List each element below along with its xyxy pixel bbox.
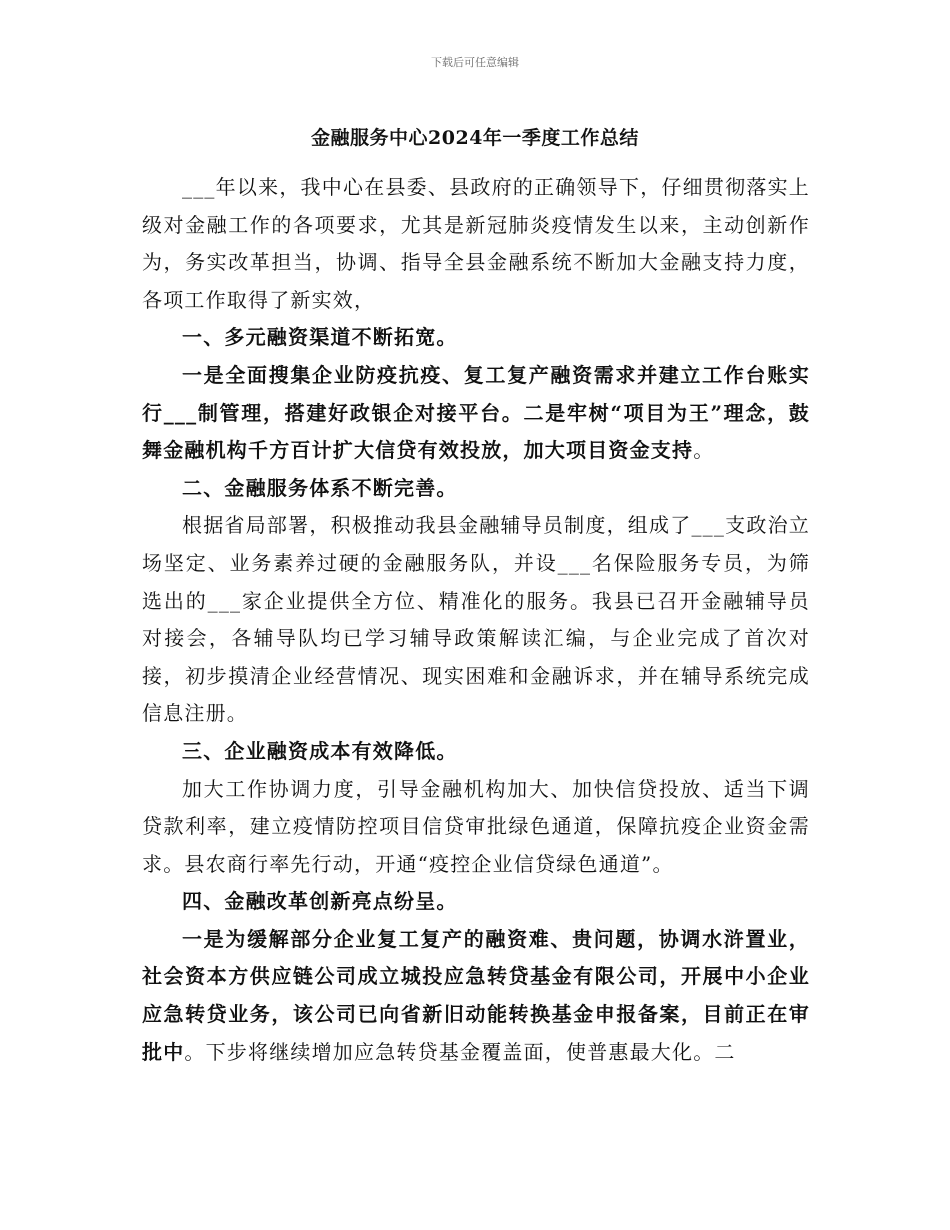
- document-body: [142, 169, 810, 1071]
- section-3-paragraph: 加大工作协调力度，引导金融机构加大、加快信贷投放、适当下调贷款利率，建立疫情防控项目信贷审批绿色通道，保障抗疫企业资金需求。县农商行率先行动，开通“疫控企业信贷绿色通道”。: [142, 776, 810, 876]
- section-1-bold-text: 一是全面搜集企业防疫抗疫、复工复产融资需求并建立工作台账实行___制管理，搭建好政银企对接平台。二是牢树“项目为王”理念，鼓舞金融机构千方百计扩大信贷有效投放，加大项目资金支持: [142, 362, 810, 463]
- intro-paragraph: ___年以来，我中心在县委、县政府的正确领导下，仔细贯彻落实上级对金融工作的各项要求，尤其是新冠肺炎疫情发生以来，主动创新作为，务实改革担当，协调、指导全县金融系统不断加大金融支持力度，各项工作取得了新实效，: [142, 175, 810, 312]
- document-title: 金融服务中心2024年一季度工作总结: [311, 127, 639, 149]
- section-4-bold-text: 一是为缓解部分企业复工复产的融资难、贵问题，协调水浒置业，社会资本方供应链公司成立城投应急转贷基金有限公司，开展中小企业应急转贷业务，该公司已向省新旧动能转换基金申报备案，目前正在审批中: [142, 926, 810, 1064]
- section-4-heading: 四、金融改革创新亮点纷呈。: [182, 889, 458, 914]
- download-watermark: 下载后可任意编辑: [431, 56, 519, 69]
- section-3-heading: 三、企业融资成本有效降低。: [182, 738, 458, 763]
- section-2-paragraph: 根据省局部署，积极推动我县金融辅导员制度，组成了___支政治立场坚定、业务素养过硬的金融服务队，并设___名保险服务专员，为筛选出的___家企业提供全方位、精准化的服务。我县已召开金融辅导员对接会，各辅导队均已学习辅导政策解读汇编，与企业完成了首次对接，初步摸清企业经营情况、现实困难和金融诉求，并在辅导系统完成信息注册。: [142, 513, 810, 726]
- section-1-tail: 。: [693, 438, 715, 463]
- section-2-heading: 二、金融服务体系不断完善。: [182, 475, 458, 500]
- section-4-paragraph: [142, 921, 810, 1071]
- section-1-heading: 一、多元融资渠道不断拓宽。: [182, 325, 458, 350]
- section-1-paragraph: [142, 357, 810, 470]
- section-4-tail: 。下步将继续增加应急转贷基金覆盖面，使普惠最大化。二: [184, 1039, 736, 1064]
